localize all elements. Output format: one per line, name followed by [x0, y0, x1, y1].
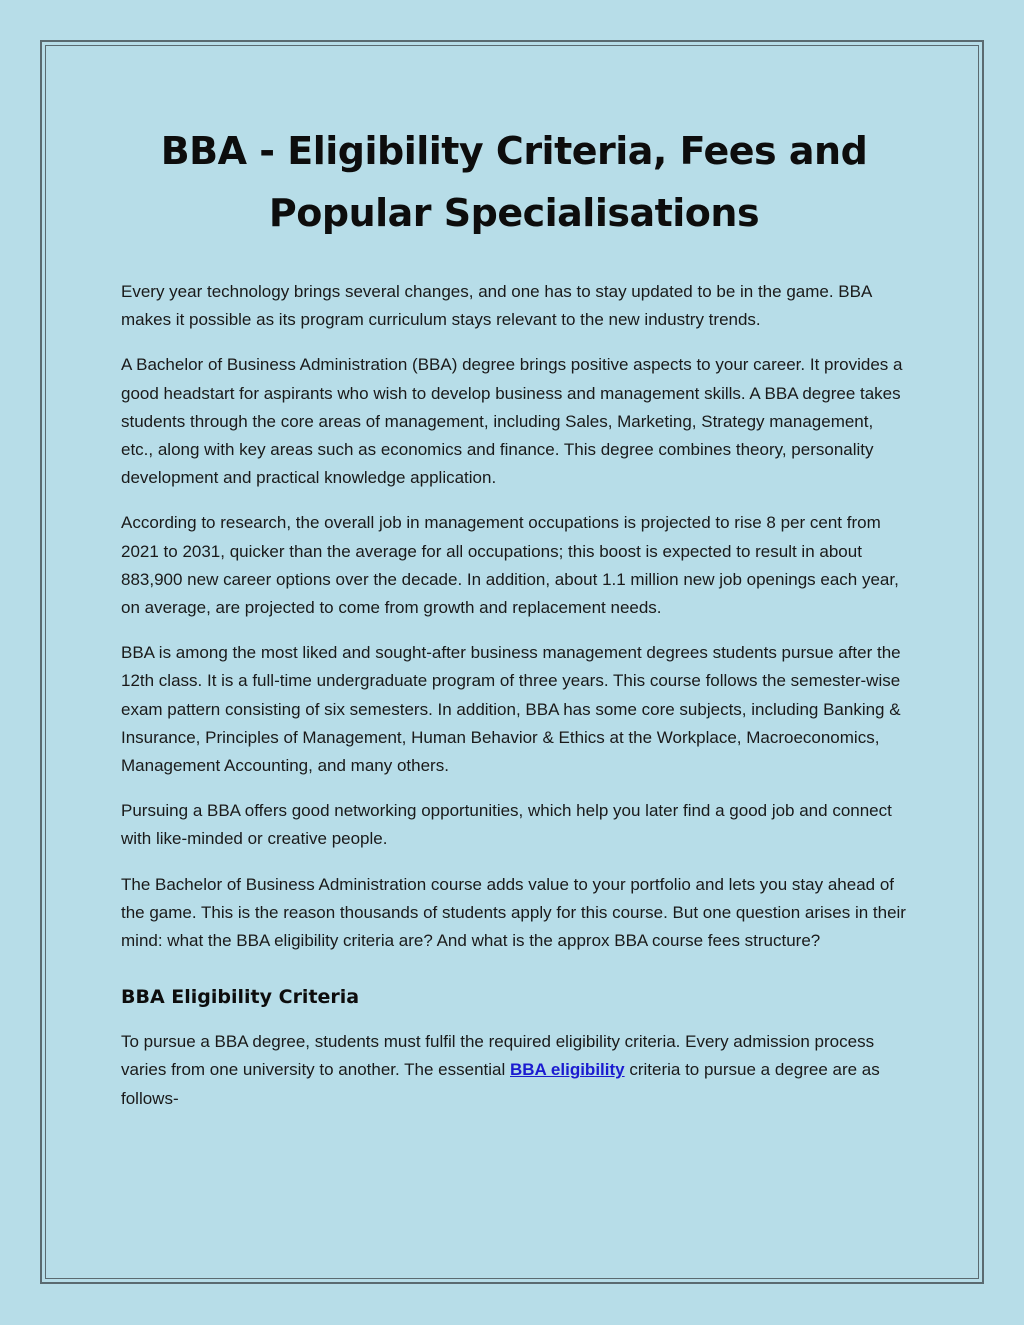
title-line-2: Popular Specialisations — [268, 191, 760, 235]
eligibility-text-after: criteria to pursue a degree are as follows- — [121, 1060, 880, 1108]
paragraph-job-research: According to research, the overall job in management occupations is projected to rise 8 per cent from 2021 to 2031, quicker than the average for all occupations; this boost is expected to result in about 883,900 new career options over the decade. In addition, about 1.1 million new job openings each year, on average, are projected to come from growth and replacement needs. — [121, 513, 899, 618]
paragraph-bba-program: BBA is among the most liked and sought-after business management degrees students pursue after the 12th class. It is a full-time undergraduate program of three years. This course follows the semester-wise exam pattern consisting of six semesters. In addition, BBA has some core subjects, including Banking & Insurance, Principles of Management, Human Behavior & Ethics at the Workplace, Macroeconomics, Management Accounting, and many others. — [121, 643, 901, 776]
title-line-1: BBA - Eligibility Criteria, Fees and — [160, 129, 868, 173]
eligibility-text-before: To pursue a BBA degree, students must fulfil the required eligibility criteria. Every admission process varies from one university to another. The essential — [121, 1032, 875, 1080]
paragraph-networking: Pursuing a BBA offers good networking opportunities, which help you later find a good job and connect with like-minded or creative people. — [121, 801, 892, 849]
bba-eligibility-link[interactable]: BBA eligibility — [510, 1060, 625, 1080]
paragraph-bba-overview: A Bachelor of Business Administration (BBA) degree brings positive aspects to your career. It provides a good headstart for aspirants who wish to develop business and management skills. A BBA degree takes students through the core areas of management, including Sales, Marketing, Strategy management, etc., along with key areas such as economics and finance. This degree combines theory, personality development and practical knowledge application. — [121, 355, 903, 488]
document-body — [121, 120, 907, 1130]
document-title — [121, 120, 907, 244]
paragraph-portfolio: The Bachelor of Business Administration course adds value to your portfolio and lets you stay ahead of the game. This is the reason thousands of students apply for this course. But one question arises in their mind: what the BBA eligibility criteria are? And what is the approx BBA course fees structure? — [121, 874, 906, 951]
paragraph-intro: Every year technology brings several changes, and one has to stay updated to be in the game. BBA makes it possible as its program curriculum stays relevant to the new industry trends. — [121, 282, 872, 330]
section-heading-eligibility: BBA Eligibility Criteria — [121, 986, 360, 1009]
paragraph-eligibility — [121, 1028, 907, 1113]
